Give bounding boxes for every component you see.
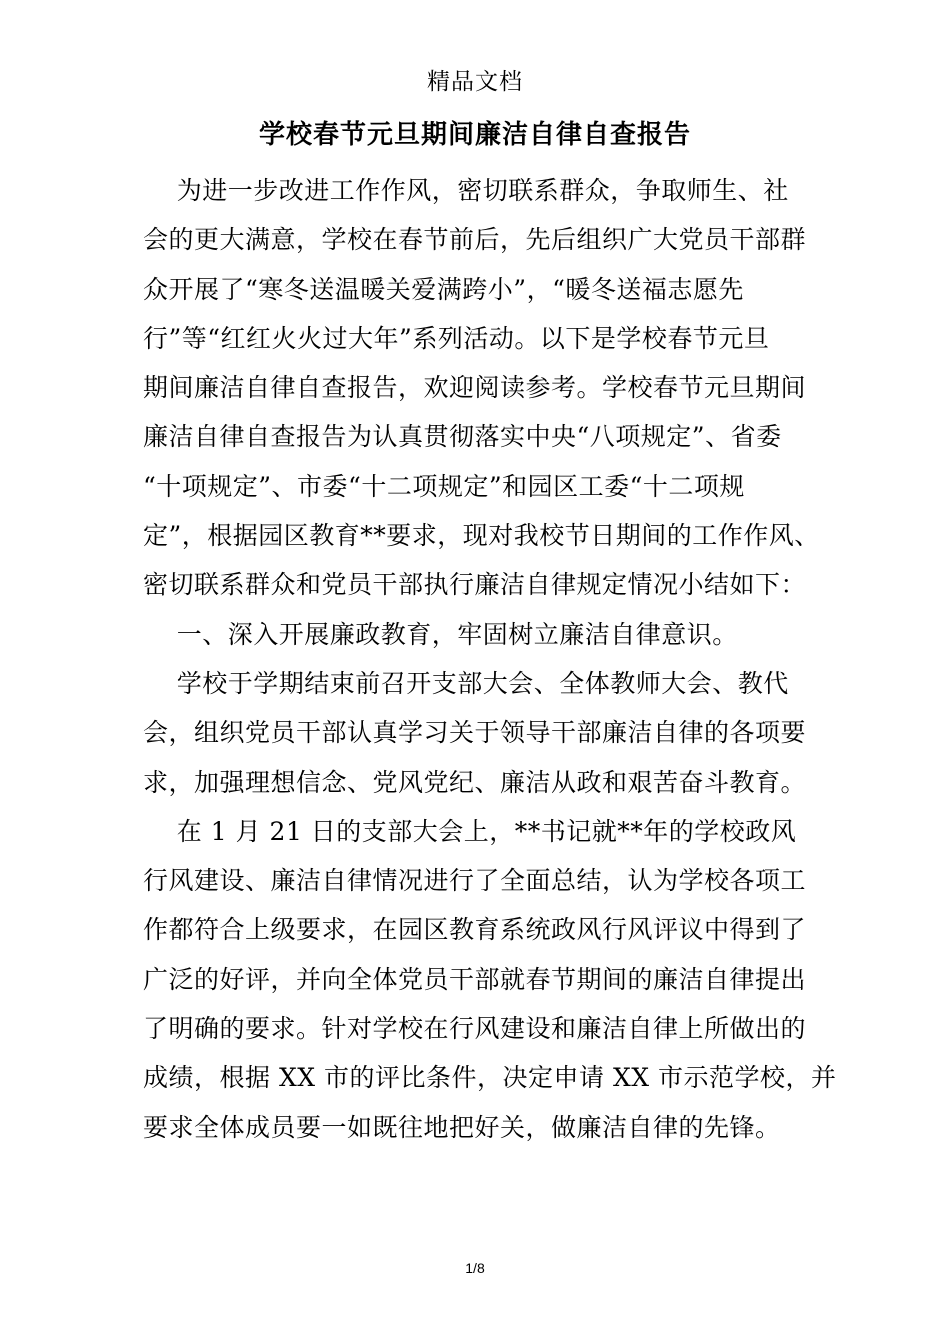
body-line: 会，组织党员干部认真学习关于领导干部廉洁自律的各项要: [143, 718, 807, 748]
page-number: 1/8: [465, 1260, 485, 1276]
body-line: 会的更大满意，学校在春节前后，先后组织广大党员干部群: [143, 225, 807, 255]
document-body: [143, 166, 837, 1152]
body-line: 密切联系群众和党员干部执行廉洁自律规定情况小结如下：: [143, 570, 807, 600]
body-line: 廉洁自律自查报告为认真贯彻落实中央“八项规定”、省委: [143, 422, 782, 452]
body-line: 作都符合上级要求，在园区教育系统政风行风评议中得到了: [143, 915, 807, 945]
body-line: 行”等“红红火火过大年”系列活动。以下是学校春节元旦: [143, 323, 770, 353]
body-line: 行风建设、廉洁自律情况进行了全面总结，认为学校各项工: [143, 866, 807, 896]
body-line: 成绩，根据 XX 市的评比条件，决定申请 XX 市示范学校，并: [143, 1063, 837, 1093]
body-line: 求，加强理想信念、党风党纪、廉洁从政和艰苦奋斗教育。: [143, 767, 807, 797]
body-line: 期间廉洁自律自查报告，欢迎阅读参考。学校春节元旦期间: [143, 373, 807, 403]
body-line: 为进一步改进工作作风，密切联系群众，争取师生、社: [143, 176, 789, 205]
body-line: 定”，根据园区教育**要求，现对我校节日期间的工作作风、: [143, 521, 820, 551]
document-title: 学校春节元旦期间廉洁自律自查报告: [258, 120, 691, 150]
section-heading-line: 一、深入开展廉政教育，牢固树立廉洁自律意识。: [143, 619, 738, 649]
body-line: 了明确的要求。针对学校在行风建设和廉洁自律上所做出的: [143, 1014, 807, 1044]
body-line: 学校于学期结束前召开支部大会、全体教师大会、教代: [143, 668, 789, 698]
body-line: 广泛的好评，并向全体党员干部就春节期间的廉洁自律提出: [143, 964, 807, 994]
header-watermark-text: 精品文档: [427, 69, 523, 95]
body-line: 在 1 月 21 日的支部大会上，**书记就**年的学校政风: [143, 816, 797, 846]
body-line: 要求全体成员要一如既往地把好关，做廉洁自律的先锋。: [143, 1112, 781, 1142]
body-line: 众开展了“寒冬送温暖关爱满跨小”，“暖冬送福志愿先: [143, 274, 744, 304]
body-line: “十项规定”、市委“十二项规定”和园区工委“十二项规: [143, 471, 745, 501]
